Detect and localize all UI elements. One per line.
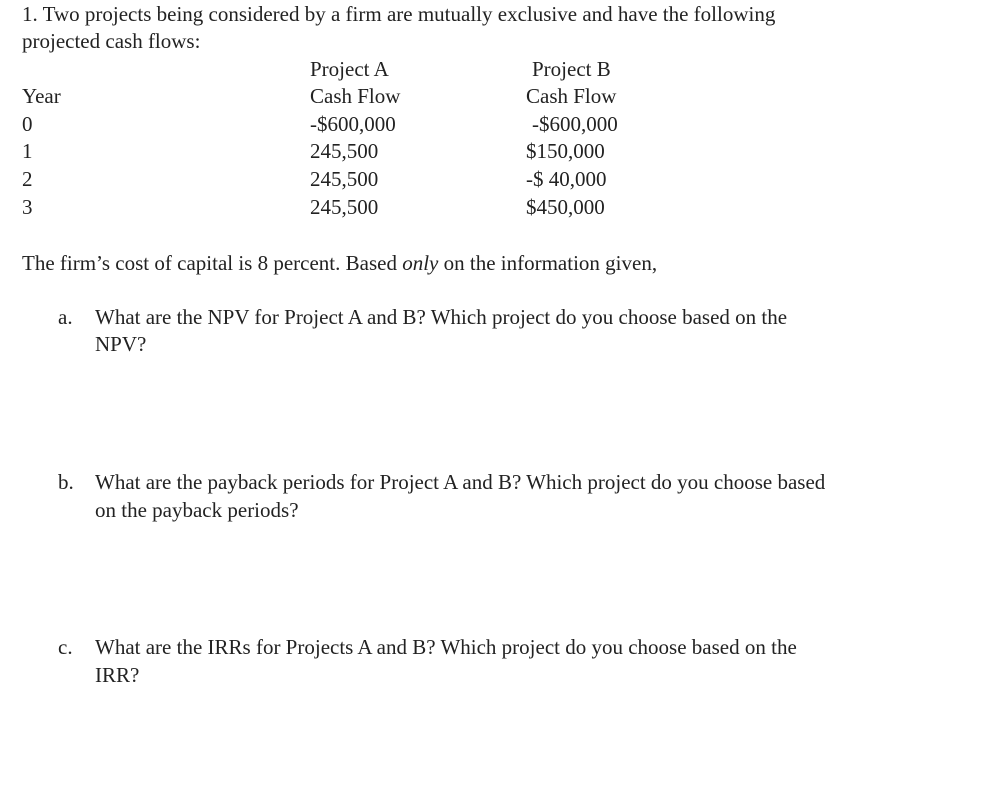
statement-after: on the information given, xyxy=(438,251,658,275)
table-cell-b: $150,000 xyxy=(526,139,605,163)
table-cell-b: $450,000 xyxy=(526,195,605,219)
table-cell-b: -$600,000 xyxy=(532,112,618,136)
statement-emphasis: only xyxy=(402,251,439,275)
statement-before: The firm’s cost of capital is 8 percent. Based xyxy=(22,251,403,275)
question-text-line2: on the payback periods? xyxy=(95,498,299,522)
header-project-a: Project A xyxy=(310,57,389,81)
cost-of-capital-statement xyxy=(22,250,657,277)
question-text-line1: What are the IRRs for Projects A and B? Which project do you choose based on the xyxy=(95,635,797,659)
question-text-line1: What are the payback periods for Project A and B? Which project do you choose based xyxy=(95,470,826,494)
question-text-line2: NPV? xyxy=(95,332,147,356)
table-cell-a: -$600,000 xyxy=(310,112,396,136)
header-cash-flow-a: Cash Flow xyxy=(310,84,401,108)
question-letter: a. xyxy=(58,305,73,329)
problem-intro xyxy=(22,1,962,55)
question-text-line2: IRR? xyxy=(95,663,140,687)
problem-intro-line1: 1. Two projects being considered by a firm are mutually exclusive and have the following xyxy=(22,2,776,26)
table-row-year: 2 xyxy=(22,167,33,191)
table-cell-a: 245,500 xyxy=(310,167,379,191)
question-letter: c. xyxy=(58,635,73,659)
header-year: Year xyxy=(22,84,61,108)
table-cell-a: 245,500 xyxy=(310,195,379,219)
question-letter: b. xyxy=(58,470,74,494)
table-row-year: 3 xyxy=(22,195,33,219)
table-cell-b: -$ 40,000 xyxy=(526,167,607,191)
question-text-line1: What are the NPV for Project A and B? Which project do you choose based on the xyxy=(95,305,788,329)
header-cash-flow-b: Cash Flow xyxy=(526,84,617,108)
header-project-b: Project B xyxy=(532,57,611,81)
problem-intro-line2: projected cash flows: xyxy=(22,29,201,53)
table-row-year: 0 xyxy=(22,112,33,136)
table-row-year: 1 xyxy=(22,139,33,163)
table-cell-a: 245,500 xyxy=(310,139,379,163)
